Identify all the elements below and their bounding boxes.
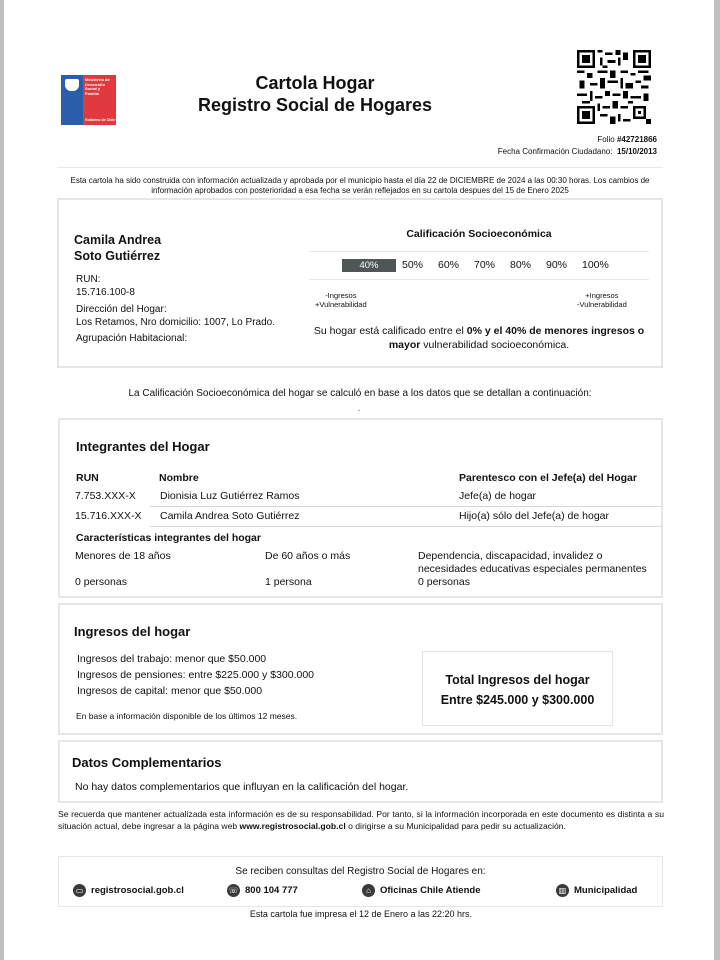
- summary-suffix: vulnerabilidad socioeconómica.: [423, 339, 570, 351]
- tramo-80: 80%: [510, 259, 532, 271]
- table-row: [60, 487, 663, 507]
- address-value: Los Retamos, Nro domicilio: 1007, Lo Prado.: [76, 317, 275, 328]
- row-nombre: Camila Andrea Soto Gutiérrez: [160, 510, 300, 522]
- phone-icon: ☏: [228, 886, 239, 895]
- run-label: RUN:: [76, 274, 101, 285]
- contact-municipalidad[interactable]: [556, 884, 637, 897]
- title-line-1: Cartola Hogar: [255, 73, 375, 93]
- tramo-active: 40%: [342, 259, 396, 272]
- monitor-icon: ▭: [73, 884, 86, 897]
- calificacion-title: Calificación Socioeconómica: [406, 228, 552, 240]
- char-label-dependencia: Dependencia, discapacidad, invalidez o necesidades educativas especiales permanentes: [418, 550, 647, 575]
- intro-dot: .: [358, 404, 361, 413]
- integrantes-panel: [58, 418, 663, 598]
- scale-top-divider: [309, 251, 649, 252]
- col-header-run: RUN: [76, 472, 99, 484]
- complementarios-title: Datos Complementarios: [72, 755, 222, 770]
- contact-phone-label: 800 104 777: [245, 885, 298, 896]
- scale-bottom-divider: [309, 279, 649, 280]
- contacts-heading: Se reciben consultas del Registro Social de Hogares en:: [235, 866, 486, 877]
- person-name: [74, 232, 161, 264]
- left-legend-line-2: +Vulnerabilidad: [315, 300, 367, 309]
- tramo-90: 90%: [546, 259, 568, 271]
- address-label: Dirección del Hogar:: [76, 304, 167, 315]
- summary-prefix: Su hogar está calificado entre el: [313, 325, 467, 337]
- ingresos-title: Ingresos del hogar: [74, 624, 191, 639]
- tramo-100: 100%: [582, 259, 609, 271]
- scale-right-legend: [577, 291, 627, 309]
- table-row: [60, 507, 663, 527]
- tramo-50: 50%: [402, 259, 424, 271]
- complementarios-panel: [58, 740, 663, 803]
- row-run: 7.753.XXX-X: [75, 490, 136, 502]
- char-value-mayores: 1 persona: [265, 576, 312, 588]
- summary-bold: 0% y el 40% de menores ingresos o mayor: [388, 325, 645, 351]
- right-legend-line-2: -Vulnerabilidad: [577, 300, 627, 309]
- complementarios-body: No hay datos complementarios que influyan en la calificación del hogar.: [75, 781, 409, 793]
- ingreso-trabajo: Ingresos del trabajo: menor que $50.000: [77, 653, 267, 665]
- logo-text-line: Desarrollo: [85, 81, 105, 87]
- building-icon: ▥: [556, 884, 569, 897]
- right-legend-line-1: +Ingresos: [585, 291, 619, 300]
- logo-blue-panel: [61, 75, 83, 125]
- char-value-dependencia: 0 personas: [418, 576, 470, 588]
- char-label-menores: Menores de 18 años: [75, 550, 171, 562]
- contact-web-label: registrosocial.gob.cl: [91, 885, 184, 896]
- total-ingresos-value: Entre $245.000 y $300.000: [440, 693, 595, 707]
- contacts-panel: [58, 856, 663, 907]
- page-title: [180, 72, 450, 116]
- agrupacion-label: Agrupación Habitacional:: [76, 333, 188, 344]
- ministry-logo: [61, 75, 116, 125]
- ingreso-capital: Ingresos de capital: menor que $50.000: [77, 685, 263, 697]
- logo-text-line: Familia: [85, 90, 99, 96]
- tramo-60: 60%: [438, 259, 460, 271]
- ingreso-pensiones: Ingresos de pensiones: entre $225.000 y $300.000: [77, 669, 315, 681]
- folio-value: #42721866: [616, 135, 657, 144]
- contact-oficinas[interactable]: [362, 884, 480, 897]
- row-nombre: Dionisia Luz Gutiérrez Ramos: [160, 490, 300, 502]
- integrantes-title: Integrantes del Hogar: [76, 439, 210, 454]
- reminder-text-1: Se recuerda que mantener actualizada esta información es de su responsabilidad. Por tanto, si la información incorporada en este documento es distinta a su situación actual, debe ingresar a la página web: [58, 809, 664, 831]
- row-parentesco: Jefe(a) de hogar: [459, 490, 537, 502]
- update-reminder: [58, 809, 664, 832]
- calculation-intro: La Calificación Socioeconómica del hogar se calculó en base a los datos que se detallan a continuación:: [128, 388, 592, 399]
- logo-text-line: Social y: [85, 86, 101, 91]
- contact-web[interactable]: [73, 884, 184, 897]
- reminder-text-2: o dirigirse a su Municipalidad para pedir su actualización.: [345, 820, 566, 831]
- printed-timestamp: Esta cartola fue impresa el 12 de Enero a las 22:20 hrs.: [249, 909, 473, 919]
- logo-text-line: Ministerio de: [85, 77, 110, 82]
- col-header-parentesco: Parentesco con el Jefe(a) del Hogar: [459, 472, 637, 484]
- left-legend-line-1: -Ingresos: [325, 291, 357, 300]
- page-edge-left: [0, 0, 4, 960]
- char-label-mayores: De 60 años o más: [265, 550, 351, 562]
- coat-of-arms-icon: [65, 79, 79, 91]
- calificacion-summary: [309, 324, 649, 352]
- fecha-value: 15/10/2013: [616, 147, 657, 156]
- folio: [597, 135, 657, 144]
- contact-municipalidad-label: Municipalidad: [574, 885, 638, 896]
- folio-label: Folio: [597, 135, 615, 144]
- person-calificacion-panel: [57, 198, 663, 368]
- update-notice: Esta cartola ha sido construida con información actualizada y aprobada por el municipio hasta el día 22 de DICIEMBRE de 2024 a las 00:30 horas. Los cambios de información aprobados con posterioridad a esa fecha se verán reflejados en su cartola despues del 15 de Enero 2025: [70, 176, 650, 195]
- run-value: 15.716.100-8: [76, 287, 135, 298]
- registro-social-link[interactable]: www.registrosocial.gob.cl: [239, 820, 346, 831]
- scale-left-legend: [315, 291, 367, 309]
- page-edge-right[interactable]: [714, 0, 720, 960]
- tramo-70: 70%: [474, 259, 496, 271]
- ingresos-note: En base a información disponible de los últimos 12 meses.: [76, 711, 298, 721]
- logo-government: Gobierno de Chile: [85, 117, 116, 122]
- fecha-label: Fecha Confirmación Ciudadano:: [497, 147, 613, 156]
- person-name-line-1: Camila Andrea: [74, 233, 162, 247]
- ingresos-panel: [58, 603, 663, 735]
- logo-red-panel: [83, 75, 116, 125]
- qr-code-icon: [577, 50, 651, 124]
- person-name-line-2: Soto Gutiérrez: [74, 249, 161, 263]
- home-icon: ⌂: [362, 884, 375, 897]
- caracteristicas-title: Características integrantes del hogar: [76, 532, 261, 544]
- title-line-2: Registro Social de Hogares: [197, 95, 433, 115]
- contact-oficinas-label: Oficinas Chile Atiende: [380, 885, 481, 896]
- header-divider: [57, 167, 663, 168]
- contact-phone[interactable]: [227, 884, 298, 897]
- total-ingresos-label: Total Ingresos del hogar: [445, 673, 590, 687]
- row-divider: [150, 526, 661, 527]
- row-parentesco: Hijo(a) sólo del Jefe(a) de hogar: [459, 510, 609, 522]
- col-header-nombre: Nombre: [159, 472, 199, 484]
- row-run: 15.716.XXX-X: [75, 510, 142, 522]
- fecha-confirmacion: [498, 147, 657, 156]
- char-value-menores: 0 personas: [75, 576, 127, 588]
- total-ingresos-box: [422, 651, 613, 726]
- calificacion-scale: [342, 259, 618, 272]
